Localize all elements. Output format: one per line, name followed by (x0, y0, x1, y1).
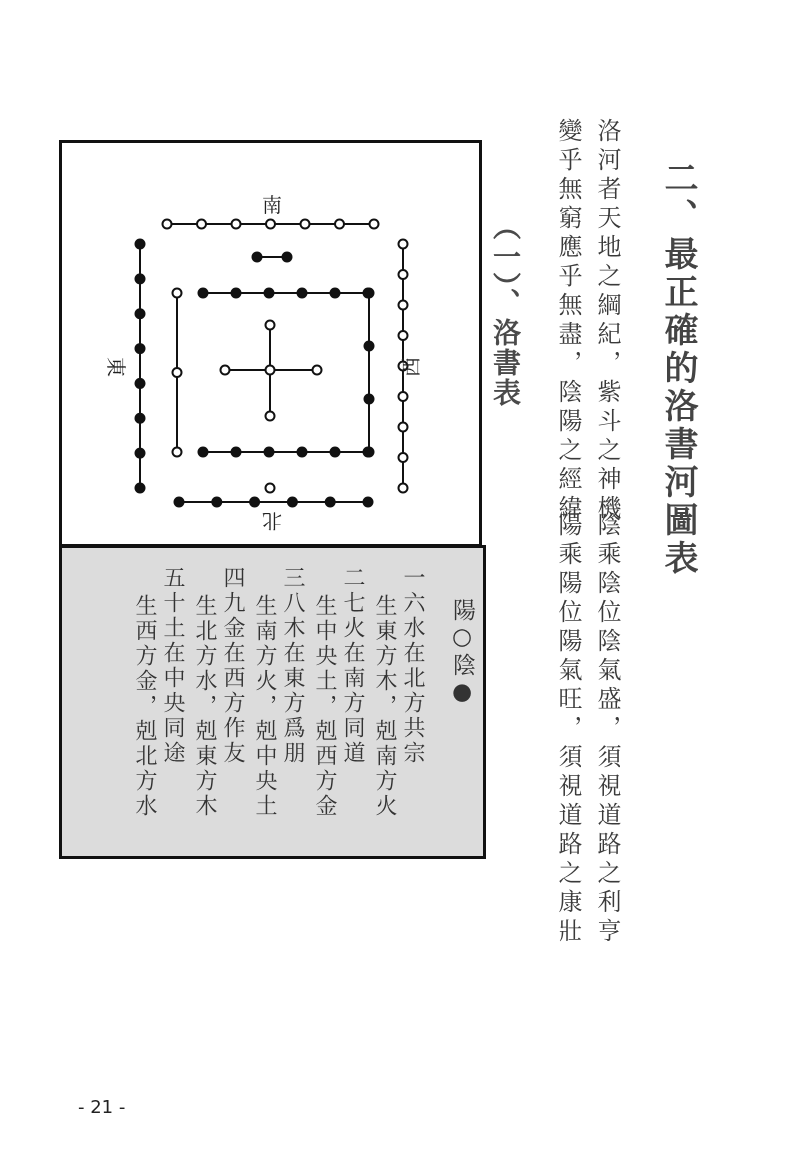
west-nine-dot (399, 453, 408, 462)
east-eight-dot (136, 309, 145, 318)
west-nine-dot (399, 301, 408, 310)
north-six-dot (288, 498, 297, 507)
west-nine-dot (399, 331, 408, 340)
east-eight-dot (136, 379, 145, 388)
west-four-dot (365, 289, 374, 298)
center-dot (221, 366, 230, 375)
center-dot (266, 321, 275, 330)
east-eight-dot (136, 240, 145, 249)
inner-bottom-six-dot (199, 448, 208, 457)
intro-line-1a: 洛河者天地之綱紀，紫斗之神機 (593, 118, 621, 524)
west-nine-dot (399, 423, 408, 432)
west-nine-dot (399, 392, 408, 401)
verse-4-bottom: 生北方水，剋東方木 (192, 594, 217, 819)
direction-west: 西 (399, 357, 423, 377)
south-nine-dot (370, 220, 379, 229)
south-two-dot (283, 253, 292, 262)
verse-1-top: 一六水在北方共宗 (400, 566, 425, 766)
west-nine-dot (399, 240, 408, 249)
west-four-dot (365, 395, 374, 404)
verse-5-bottom: 生西方金，剋北方水 (132, 594, 157, 819)
east-eight-dot (136, 449, 145, 458)
intro-line-2b: 陽乘陽位陽氣旺，須視道路之康壯 (554, 512, 582, 947)
section-title: 二、最正確的洛書河圖表 (658, 160, 698, 578)
direction-east: 東 (104, 357, 128, 377)
verse-4-top: 四九金在西方作友 (220, 566, 245, 766)
verse-2-bottom: 生中央土，剋西方金 (312, 594, 337, 819)
east-three-dot (173, 448, 182, 457)
north-six-dot (175, 498, 184, 507)
intro-line-2a: 變乎無窮應乎無盡，陰陽之經緯 (554, 118, 582, 524)
south-nine-dot (335, 220, 344, 229)
south-nine-dot (163, 220, 172, 229)
inner-top-seven-dot (331, 289, 340, 298)
inner-bottom-six-dot (232, 448, 241, 457)
verse-1-bottom: 生東方木，剋南方火 (372, 594, 397, 819)
center-dot (266, 366, 275, 375)
south-nine-dot (197, 220, 206, 229)
inner-top-seven-dot (298, 289, 307, 298)
east-three-dot (173, 289, 182, 298)
center-dot (266, 412, 275, 421)
west-nine-dot (399, 270, 408, 279)
east-eight-dot (136, 414, 145, 423)
verse-2-top: 二七火在南方同道 (340, 566, 365, 766)
north-one-dot (266, 484, 275, 493)
subsection-title: （一）、洛書表 (489, 212, 522, 408)
inner-top-seven-dot (232, 289, 241, 298)
north-six-dot (364, 498, 373, 507)
east-three-dot (173, 368, 182, 377)
inner-bottom-six-dot (331, 448, 340, 457)
west-nine-dot (399, 484, 408, 493)
verse-5-top: 五十土在中央同途 (160, 566, 185, 766)
inner-top-seven-dot (199, 289, 208, 298)
yin-yang-key: 陽○陰● (449, 598, 475, 708)
west-four-dot (365, 448, 374, 457)
direction-north: 北 (262, 509, 282, 533)
north-six-dot (250, 498, 259, 507)
south-nine-dot (301, 220, 310, 229)
inner-bottom-six-dot (265, 448, 274, 457)
south-nine-dot (232, 220, 241, 229)
south-nine-dot (266, 220, 275, 229)
inner-top-seven-dot (265, 289, 274, 298)
verse-3-bottom: 生南方火，剋中央土 (252, 594, 277, 819)
legend-panel (59, 545, 486, 859)
verse-3-top: 三八木在東方爲朋 (280, 566, 305, 766)
direction-south: 南 (262, 193, 282, 217)
intro-line-1b: 陰乘陰位陰氣盛，須視道路之利亨 (593, 512, 621, 947)
page-number: - 21 - (78, 1097, 126, 1118)
center-dot (313, 366, 322, 375)
inner-bottom-six-dot (298, 448, 307, 457)
east-eight-dot (136, 484, 145, 493)
north-six-dot (326, 498, 335, 507)
luoshu-diagram-frame (59, 140, 482, 547)
east-eight-dot (136, 344, 145, 353)
south-two-dot (253, 253, 262, 262)
west-four-dot (365, 342, 374, 351)
east-eight-dot (136, 274, 145, 283)
north-six-dot (212, 498, 221, 507)
